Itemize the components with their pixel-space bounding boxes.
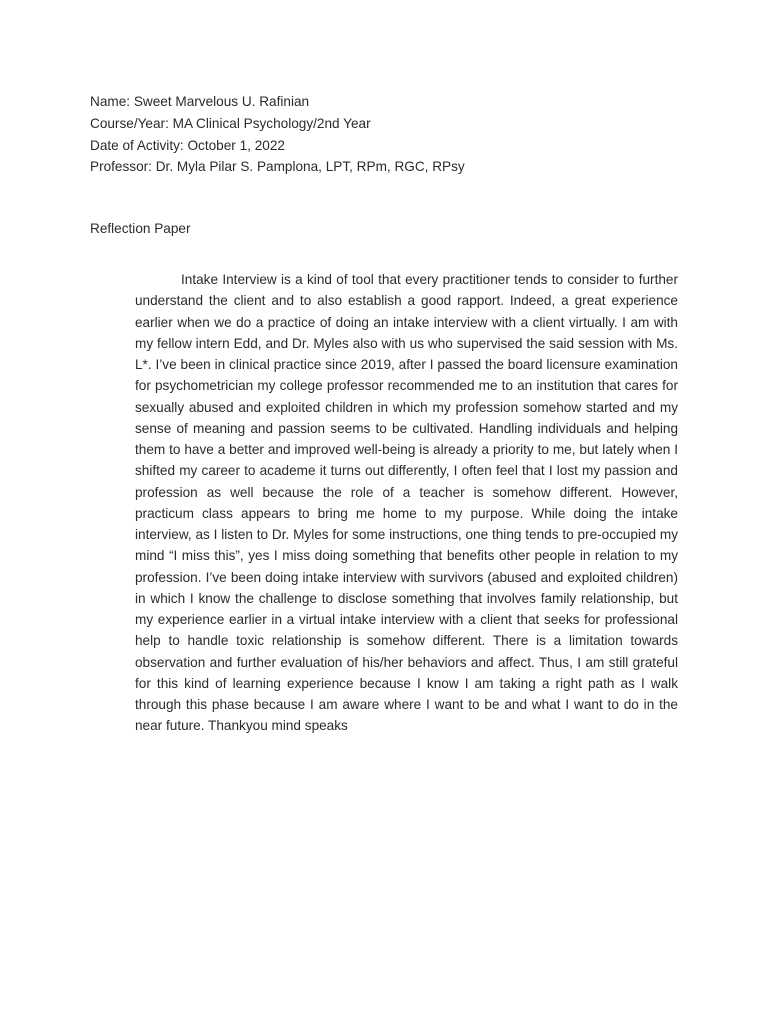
student-info-header	[90, 91, 690, 178]
reflection-body-paragraph: Intake Interview is a kind of tool that every practitioner tends to consider to further understand the client and to also establish a good rapport. Indeed, a great experience earlier when we do a practice of doing an intake interview with a client virtually. I am with my fellow intern Edd, and Dr. Myles also with us who supervised the said session with Ms. L*. I’ve been in clinical practice since 2019, after I passed the board licensure examination for psychometrician my college professor recommended me to an institution that cares for sexually abused and exploited children in which my profession somehow started and my sense of meaning and passion seems to be cultivated. Handling individuals and helping them to have a better and improved well-being is already a priority to me, but lately when I shifted my career to academe it turns out differently, I often feel that I lost my passion and profession as well because the role of a teacher is somehow different. However, practicum class appears to bring me home to my purpose. While doing the intake interview, as I listen to Dr. Myles for some instructions, one thing tends to pre-occupied my mind “I miss this”, yes I miss doing something that benefits other people in relation to my profession. I’ve been doing intake interview with survivors (abused and exploited children) in which I know the challenge to disclose something that involves family relationship, but my experience earlier in a virtual intake interview with a client that seeks for professional help to handle toxic relationship is somehow different. There is a limitation towards observation and further evaluation of his/her behaviors and affect. Thus, I am still grateful for this kind of learning experience because I know I am taking a right path as I walk through this phase because I am aware where I want to be and what I want to do in the near future. Thankyou mind speaks	[135, 272, 678, 734]
document-title: Reflection Paper	[90, 221, 191, 236]
course-year: Course/Year: MA Clinical Psychology/2nd Year	[90, 115, 371, 131]
student-name: Name: Sweet Marvelous U. Rafinian	[90, 94, 310, 109]
professor-name: Professor: Dr. Myla Pilar S. Pamplona, LPT, RPm, RGC, RPsy	[90, 159, 465, 175]
date-of-activity: Date of Activity: October 1, 2022	[90, 137, 285, 153]
